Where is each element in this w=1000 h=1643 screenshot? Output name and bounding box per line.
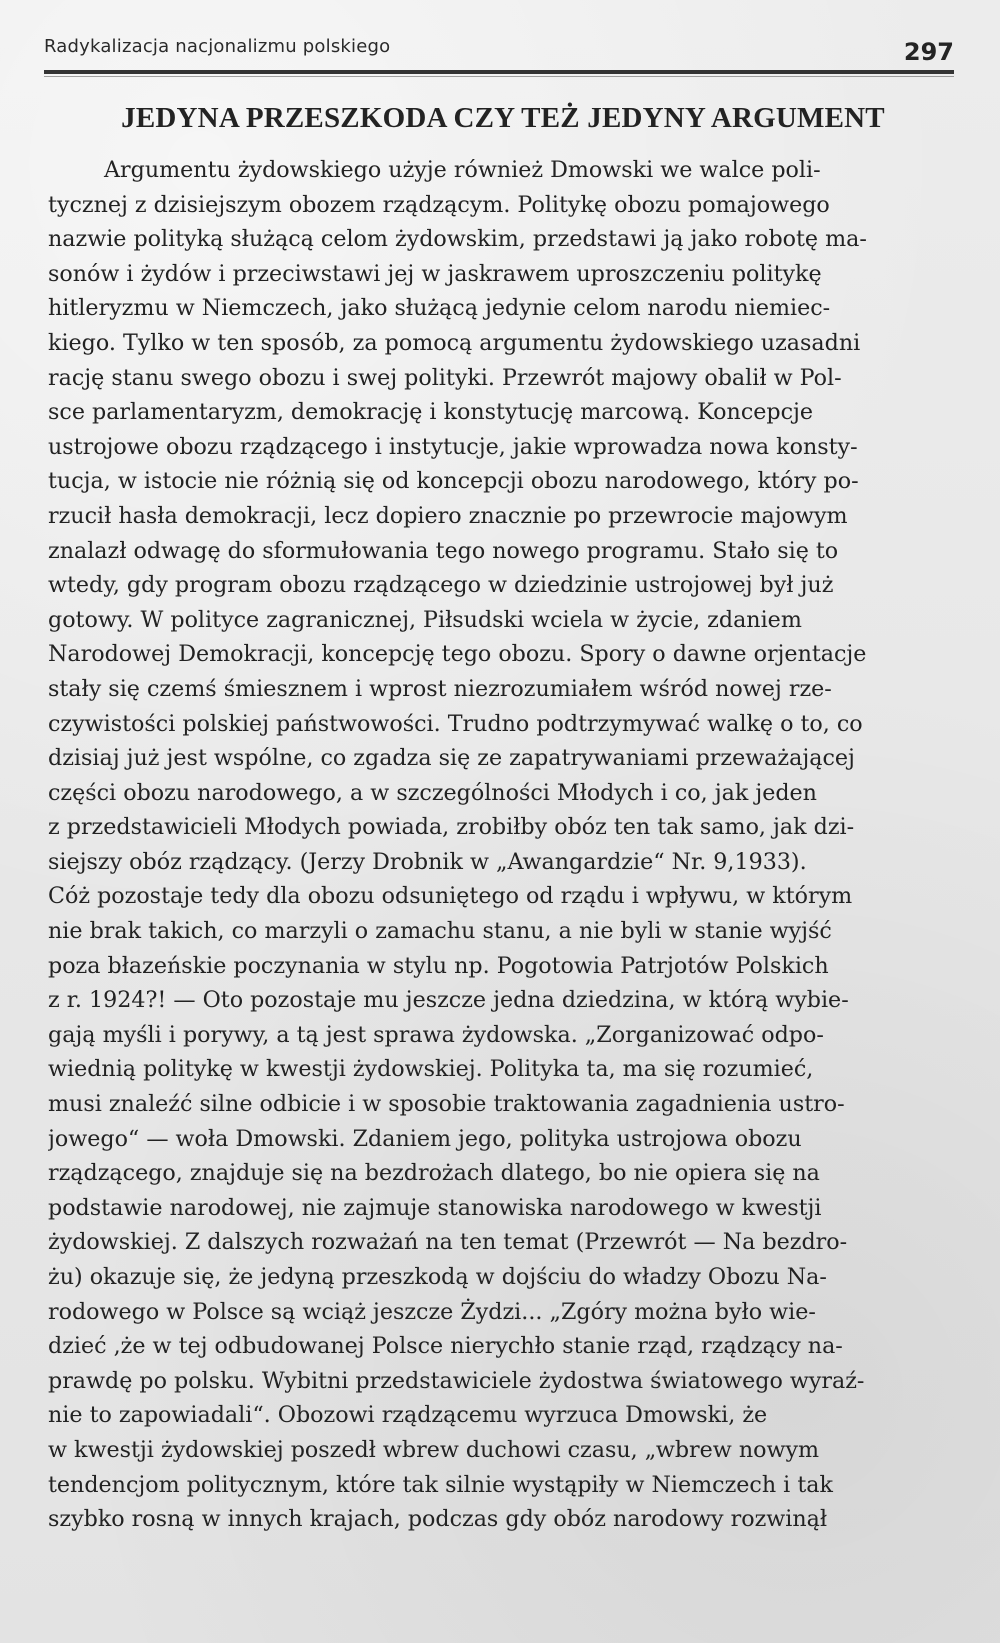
text-line: czywistości polskiej państwowości. Trudno podtrzymywać walkę o to, co [48, 710, 863, 737]
text-line: nie to zapowiadali“. Obozowi rządzącemu wyrzuca Dmowski, że [48, 1402, 768, 1429]
text-line: nazwie polityką służącą celom żydowskim, przedstawi ją jako robotę ma- [48, 226, 867, 253]
text-line: hitleryzmu w Niemczech, jako służącą jedynie celom narodu niemiec- [48, 295, 831, 322]
text-line: siejszy obóz rządzący. (Jerzy Drobnik w „Awangardzie“ Nr. 9,1933). [48, 848, 807, 875]
body-paragraph [48, 153, 958, 1537]
text-line: żu) okazuje się, że jedyną przeszkodą w dojściu do władzy Obozu Na- [48, 1264, 827, 1290]
text-line: rzucił hasła demokracji, lecz dopiero znacznie po przewrocie majowym [48, 502, 848, 529]
text-line: podstawie narodowej, nie zajmuje stanowiska narodowego w kwestji [48, 1194, 822, 1221]
text-line: Narodowej Demokracji, koncepcję tego obozu. Spory o dawne orjentacje [48, 641, 867, 668]
text-line: stały się czemś śmiesznem i wprost niezrozumiałem wśród nowej rze- [48, 675, 832, 702]
text-line: tycznej z dzisiejszym obozem rządzącym. Politykę obozu pomajowego [48, 191, 830, 218]
text-line: z przedstawicieli Młodych powiada, zrobiłby obóz ten tak samo, jak dzi- [48, 814, 855, 841]
text-line: sonów i żydów i przeciwstawi jej w jaskrawem uproszczeniu politykę [48, 260, 822, 287]
section-title: JEDYNA PRZESZKODA CZY TEŻ JEDYNY ARGUMENT [121, 102, 885, 134]
page-header [44, 28, 954, 84]
text-line: nie brak takich, co marzyli o zamachu stanu, a nie byli w stanie wyjść [48, 918, 832, 945]
text-line: dzisiaj już jest wspólne, co zgadza się ze zapatrywaniami przeważającej [48, 745, 855, 772]
text-line: prawdę po polsku. Wybitni przedstawiciele żydostwa światowego wyraź- [48, 1367, 865, 1394]
text-line: żydowskiej. Z dalszych rozważań na ten temat (Przewrót — Na bezdro- [48, 1229, 848, 1256]
text-line: Cóż pozostaje tedy dla obozu odsuniętego od rządu i wpływu, w którym [48, 883, 853, 910]
text-line: rządzącego, znajduje się na bezdrożach dlatego, bo nie opiera się na [48, 1160, 820, 1187]
text-line: w kwestji żydowskiej poszedł wbrew duchowi czasu, „wbrew nowym [48, 1436, 820, 1463]
text-line: rodowego w Polsce są wciąż jeszcze Żydzi... „Zgóry można było wie- [48, 1298, 816, 1325]
header-rule [44, 70, 954, 74]
text-line: sce parlamentaryzm, demokrację i konstytucję marcową. Koncepcje [48, 399, 814, 426]
text-line: z r. 1924?! — Oto pozostaje mu jeszcze jedna dziedzina, w którą wybie- [48, 987, 849, 1014]
text-line: musi znaleźć silne odbicie i w sposobie traktowania zagadnienia ustro- [48, 1091, 845, 1118]
text-line: szybko rosną w innych krajach, podczas gdy obóz narodowy rozwinął [48, 1506, 828, 1533]
text-line: Argumentu żydowskiego użyje również Dmowski we walce poli- [104, 157, 821, 183]
text-line: rację stanu swego obozu i swej polityki. Przewrót majowy obalił w Pol- [48, 364, 842, 391]
text-line: poza błazeńskie poczynania w stylu np. Pogotowia Patrjotów Polskich [48, 952, 829, 979]
text-line: części obozu narodowego, a w szczególności Młodych i co, jak jeden [48, 779, 817, 806]
text-line: dzieć ,że w tej odbudowanej Polsce nierychło stanie rząd, rządzący na- [48, 1333, 843, 1360]
text-line: znalazł odwagę do sformułowania tego nowego programu. Stało się to [48, 537, 839, 564]
page-number: 297 [903, 38, 954, 66]
text-line: ustrojowe obozu rządzącego i instytucje, jakie wprowadza nowa konsty- [48, 433, 858, 460]
header-rule-secondary [44, 76, 954, 77]
text-line: wtedy, gdy program obozu rządzącego w dziedzinie ustrojowej był już [48, 572, 834, 599]
running-title: Radykalizacja nacjonalizmu polskiego [44, 36, 391, 57]
text-line: tendencjom politycznym, które tak silnie wystąpiły w Niemczech i tak [48, 1471, 833, 1498]
text-line: tucja, w istocie nie różnią się od koncepcji obozu narodowego, który po- [48, 468, 859, 495]
text-line: jowego“ — woła Dmowski. Zdaniem jego, polityka ustrojowa obozu [48, 1125, 802, 1152]
text-line: gają myśli i porywy, a tą jest sprawa żydowska. „Zorganizować odpo- [48, 1021, 824, 1048]
text-line: wiednią politykę w kwestji żydowskiej. Polityka ta, ma się rozumieć, [48, 1056, 814, 1083]
text-line: gotowy. W polityce zagranicznej, Piłsudski wciela w życie, zdaniem [48, 606, 802, 633]
article [48, 102, 958, 1537]
text-line: kiego. Tylko w ten sposób, za pomocą argumentu żydowskiego uzasadni [48, 329, 861, 356]
